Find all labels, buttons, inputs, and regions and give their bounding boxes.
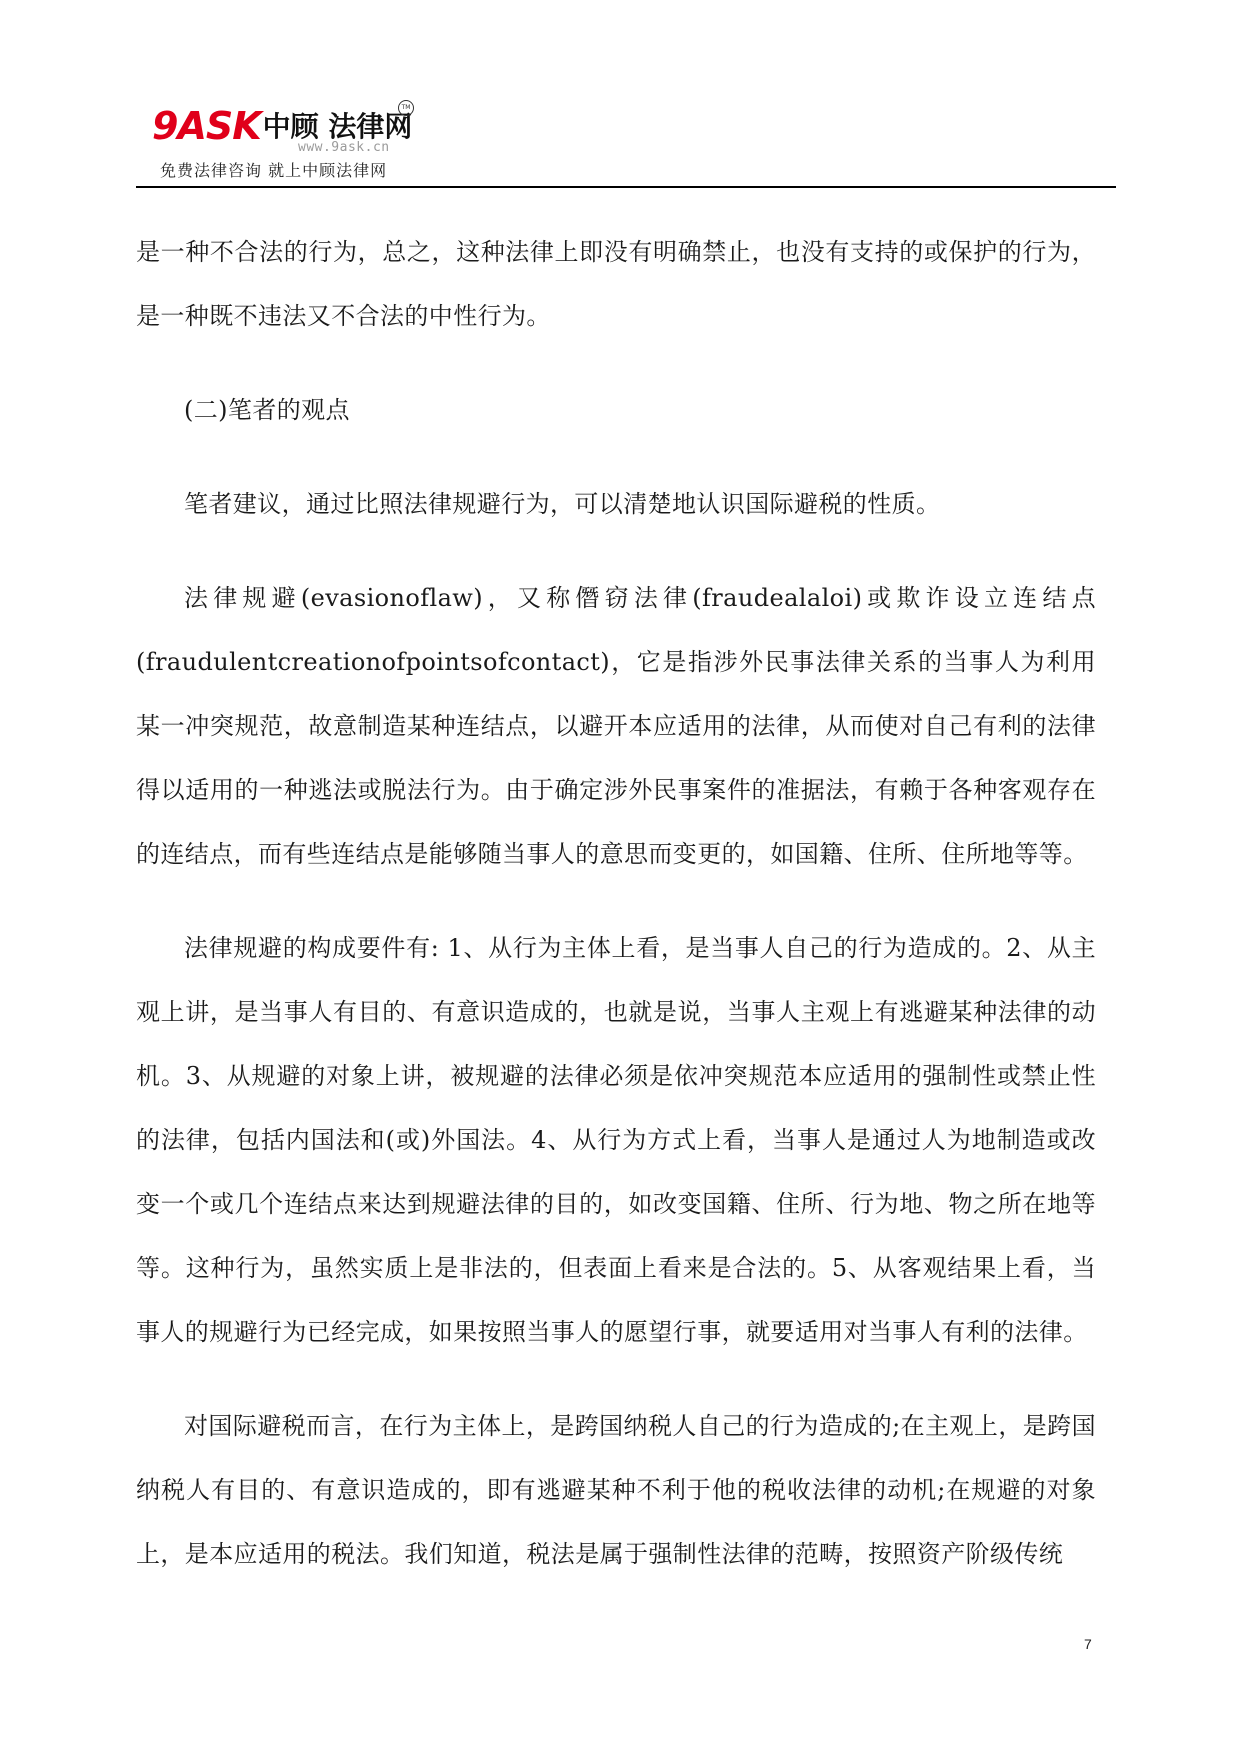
paragraph: 法律规避的构成要件有: 1、从行为主体上看，是当事人自己的行为造成的。2、从主观上讲，是当事人有目的、有意识造成的，也就是说，当事人主观上有逃避某种法律的动机。3、从规避的对象上讲，被规避的法律必须是依冲突规范本应适用的强制性或禁止性的法律，包括内国法和(或)外国法。4、从行为方式上看，当事人是通过人为地制造或改变一个或几个连结点来达到规避法律的目的，如改变国籍、住所、行为地、物之所在地等等。这种行为，虽然实质上是非法的，但表面上看来是合法的。5、从客观结果上看，当事人的规避行为已经完成，如果按照当事人的愿望行事，就要适用对当事人有利的法律。	[136, 934, 1096, 1346]
paragraph-continuation: 是一种不合法的行为，总之，这种法律上即没有明确禁止，也没有支持的或保护的行为，是一种既不违法又不合法的中性行为。	[136, 238, 1096, 330]
page-number: 7	[1084, 1636, 1092, 1652]
logo-slogan: 免费法律咨询 就上中顾法律网	[160, 161, 388, 180]
document-body	[136, 220, 1096, 1586]
site-logo	[152, 100, 552, 184]
page-header	[136, 100, 1116, 190]
trademark-icon: TM	[398, 100, 414, 116]
paragraph: 笔者建议，通过比照法律规避行为，可以清楚地认识国际避税的性质。	[184, 490, 941, 518]
logo-brand: 9ASK	[152, 104, 261, 148]
logo-name: 中顾 法律网	[262, 110, 413, 143]
logo-url: www.9ask.cn	[298, 140, 390, 155]
header-divider	[136, 186, 1116, 188]
paragraph: 对国际避税而言，在行为主体上，是跨国纳税人自己的行为造成的;在主观上，是跨国纳税人有目的、有意识造成的，即有逃避某种不利于他的税收法律的动机;在规避的对象上，是本应适用的税法。我们知道，税法是属于强制性法律的范畴，按照资产阶级传统	[136, 1412, 1096, 1568]
section-heading: (二)笔者的观点	[184, 396, 350, 424]
paragraph: 法律规避(evasionoflaw)，又称僭窃法律(fraudealaloi)或欺诈设立连结点(fraudulentcreationofpointsofcontact)，它是指涉外民事法律关系的当事人为利用某一冲突规范，故意制造某种连结点，以避开本应适用的法律，从而使对自己有利的法律得以适用的一种逃法或脱法行为。由于确定涉外民事案件的准据法，有赖于各种客观存在的连结点，而有些连结点是能够随当事人的意思而变更的，如国籍、住所、住所地等等。	[136, 584, 1096, 868]
